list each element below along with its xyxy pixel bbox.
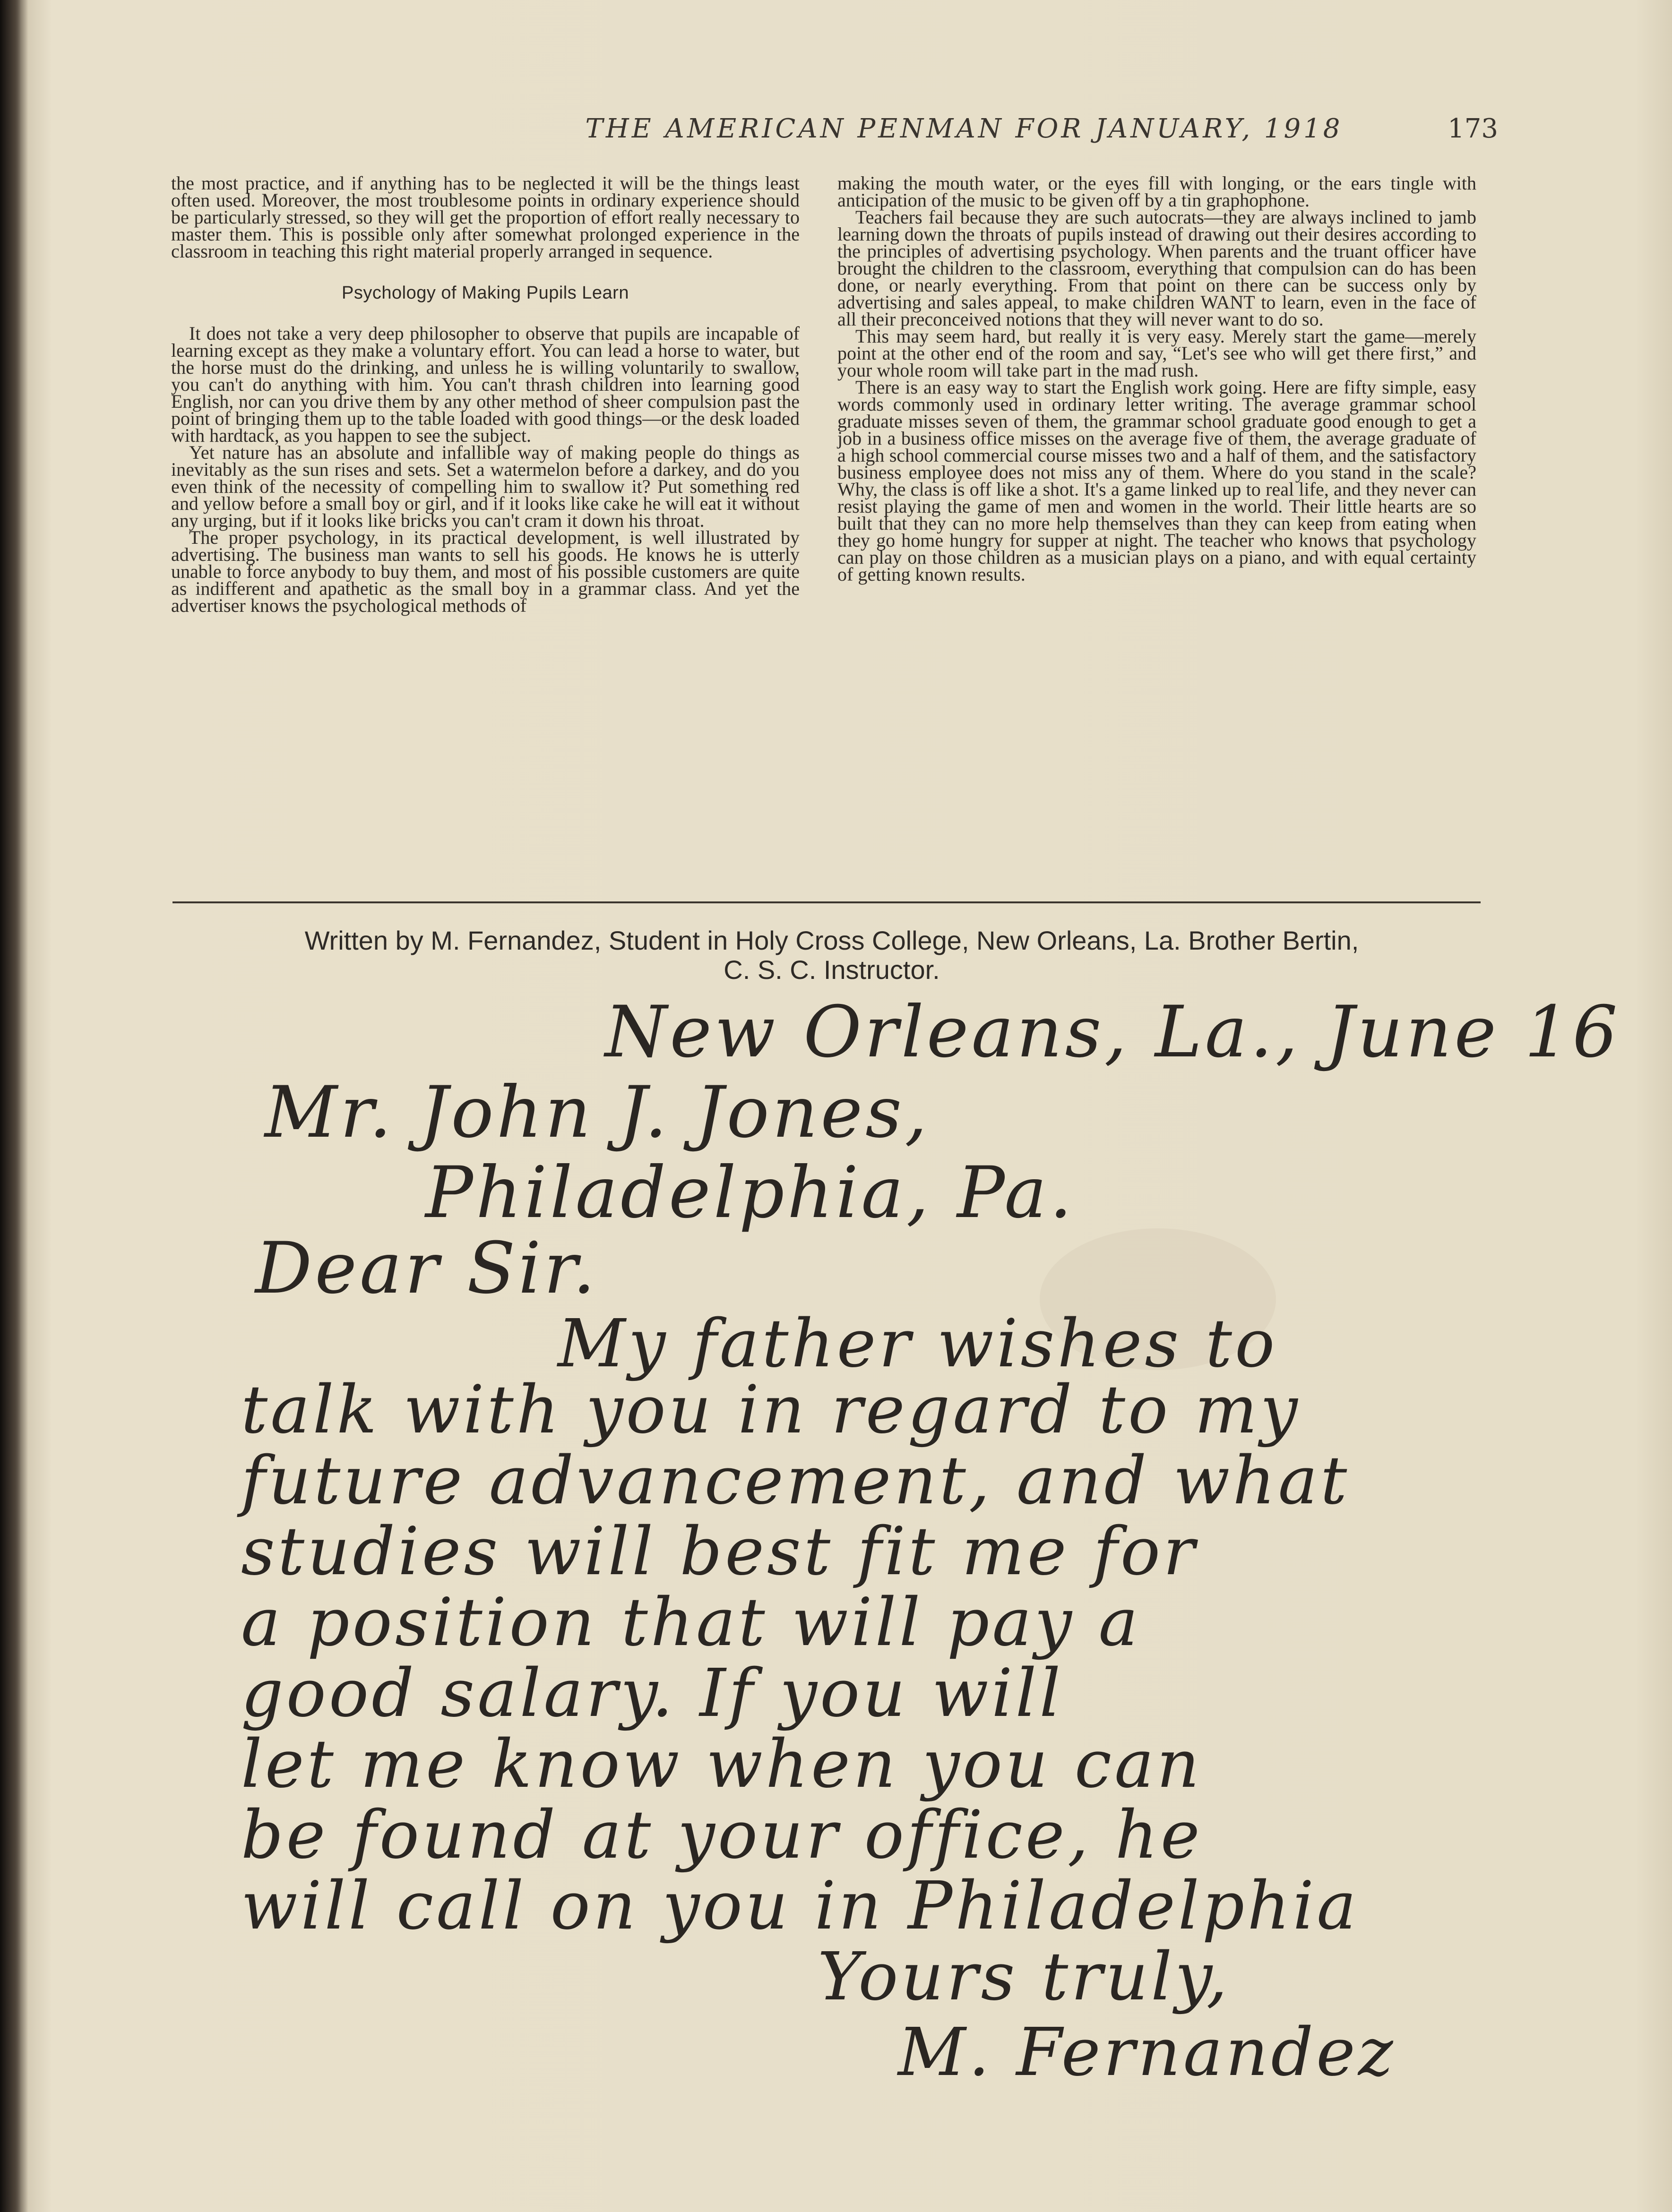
paragraph: This may seem hard, but really it is very easy. Merely start the game—merely point at the other end of the room and say, “Let's see who will get there first,” and your whole room will take part in the mad rush. (837, 326, 1476, 381)
letter-body-line: My father wishes to (558, 1305, 1278, 1382)
article-right-column (837, 172, 1476, 585)
letter-body-line: talk with you in regard to my (241, 1372, 1301, 1449)
letter-body-line: studies will best fit me for (241, 1513, 1198, 1590)
paragraph: There is an easy way to start the English work going. Here are fifty simple, easy words commonly used in ordinary letter writing. The average grammar school graduate misses seven of them, the grammar school graduate good enough to get a job in a business office misses on the average five of them, the average graduate of a high school commercial course misses two and a half of them, and the satisfactory business employee does not miss any of them. Where do you stand in the scale? Why, the class is off like a shot. It's a game linked up to real life, and they never can resist playing the game of men and women in the world. Their little hearts are so built that they can no more help themselves than they can keep from eating when they go home hungry for supper at night. The teacher who knows that psychology can play on those children as a musician plays on a piano, and with equal certainty of getting known results. (837, 377, 1476, 585)
letter-body-line: be found at your office, he (241, 1797, 1203, 1874)
paragraph: Teachers fail because they are such autocrats—they are always inclined to jamb learning down the throats of pupils instead of drawing out their desires according to the principles of advertising psychology. When parents and the truant officer have brought the children to the classroom, everything that compulsion can do has been done, or nearly everything. From that point on there can be success only by advertising and sales appeal, to make children WANT to learn, even in the face of all their preconceived notions that they will never want to do so. (837, 206, 1476, 330)
letter-body-line: a position that will pay a (241, 1584, 1141, 1661)
page-number: 173 (1448, 113, 1498, 144)
handwritten-letter (227, 991, 1620, 1945)
article-left-column (171, 172, 800, 616)
letter-body-line: let me know when you can (241, 1726, 1202, 1803)
book-gutter (0, 0, 28, 2212)
letter-body-line: future advancement, and what (241, 1442, 1350, 1519)
paragraph: the most practice, and if anything has to be neglected it will be the things least often used. Moreover, the most troublesome points in ordinary experience should be particularly stressed, so they will get the proportion of effort really necessary to master them. This is possible only after somewhat prolonged experience in the classroom in teaching this right material properly arranged in sequence. (171, 172, 800, 262)
letter-closing-block (227, 1937, 1503, 2173)
caption-line: C. S. C. Instructor. (724, 955, 940, 985)
letter-body-line: will call on you in Philadelphia (241, 1868, 1359, 1945)
paragraph: The proper psychology, in its practical development, is well illustrated by advertising. The business man wants to sell his goods. He knows he is utterly unable to force anybody to buy them, and most of his possible customers are quite as indifferent and apathetic as the small boy in a grammar class. And yet the advertiser knows the psychological methods of (171, 527, 800, 616)
paragraph: It does not take a very deep philosopher to observe that pupils are incapable of learning except as they make a voluntary effort. You can lead a horse to water, but the horse must do the drinking, and unless he is willing voluntarily to swallow, you can't do anything with him. You can't thrash children into learning good English, nor can you drive them by any other method of sheer compulsion past the point of bringing them up to the table loaded with good things—or the desk loaded with hardtack, as you happen to see the subject. (171, 323, 800, 446)
letter-body-line: good salary. If you will (241, 1655, 1064, 1732)
section-subheading: Psychology of Making Pupils Learn (342, 283, 629, 303)
paragraph: making the mouth water, or the eyes fill with longing, or the ears tingle with anticipation of the music to be given off by a tin graphophone. (837, 172, 1476, 211)
section-divider (172, 901, 1481, 903)
letter-address-name: Mr. John J. Jones, (265, 1072, 930, 1154)
letter-closing: Yours truly, (818, 1938, 1231, 2015)
running-header: THE AMERICAN PENMAN FOR JANUARY, 1918 (585, 113, 1343, 144)
specimen-caption (198, 926, 1465, 985)
letter-signature: M. Fernandez (898, 2014, 1396, 2091)
letter-salutation: Dear Sir. (255, 1227, 598, 1310)
letter-address-city: Philadelphia, Pa. (425, 1152, 1075, 1234)
caption-line: Written by M. Fernandez, Student in Holy Cross College, New Orleans, La. Brother Bertin, (304, 926, 1359, 955)
letter-dateline: New Orleans, La., June 16 (605, 991, 1620, 1073)
paragraph: Yet nature has an absolute and infallible way of making people do things as inevitably as the sun rises and sets. Set a watermelon before a darkey, and do you even think of the necessity of compelling him to swallow it? Put something red and yellow before a small boy or girl, and if it looks like cake he will eat it without any urging, but if it looks like bricks you can't cram it down his throat. (171, 442, 800, 531)
